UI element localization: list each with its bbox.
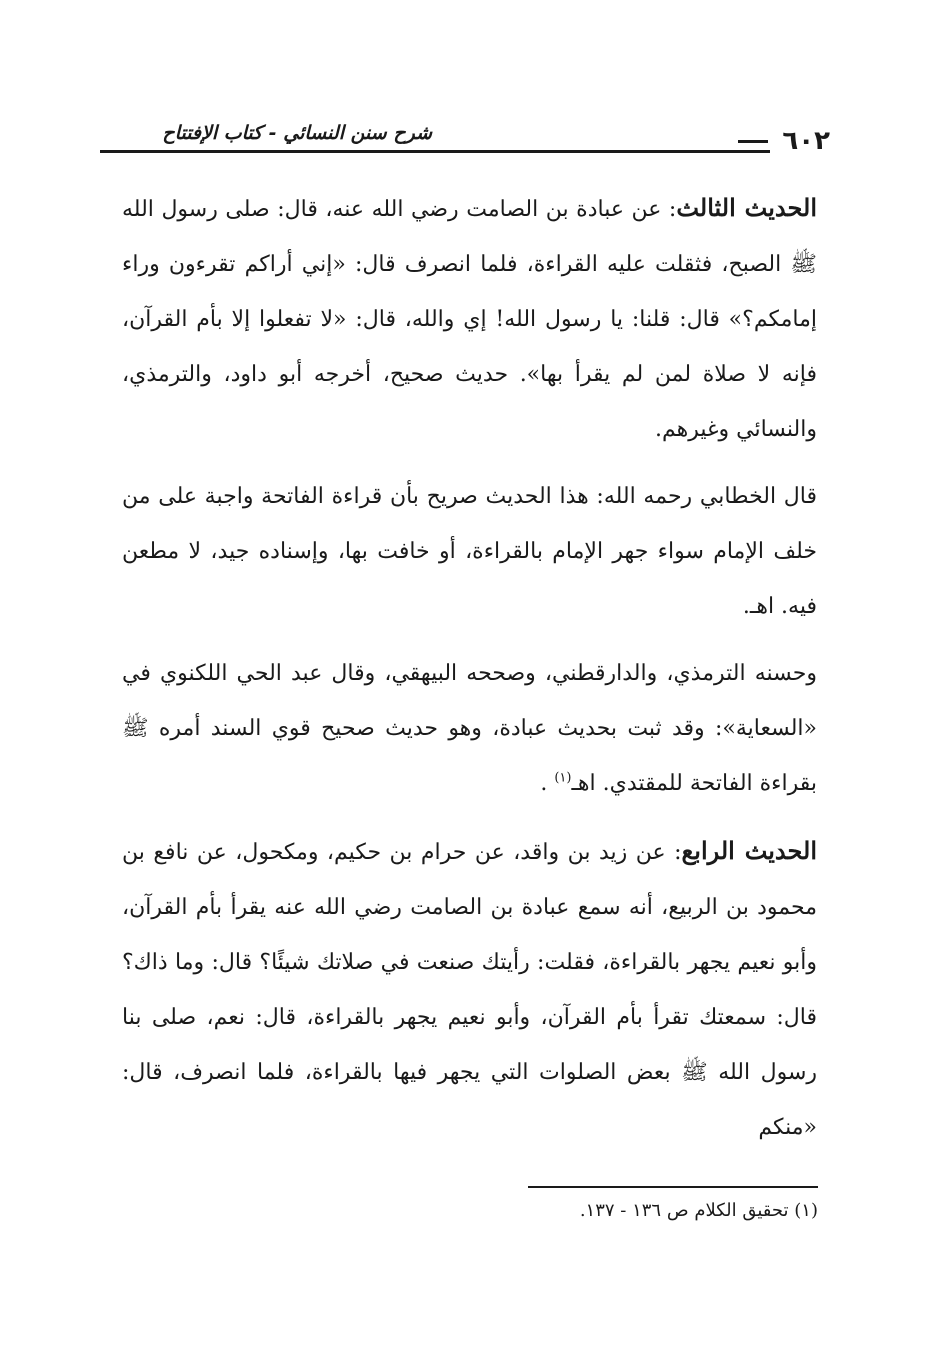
footnote-number: (١) — [794, 1200, 818, 1221]
paragraph-tirmidhi — [122, 646, 817, 811]
header-title: شرح سنن النسائي - كتاب الإفتتاح — [162, 122, 432, 144]
paragraph-text: قال الخطابي رحمه الله: هذا الحديث صريح بأن قراءة الفاتحة واجبة على من خلف الإمام سواء جهر الإمام بالقراءة، أو خافت بها، وإسناده جيد، لا مطعن فيه. اهـ. — [122, 484, 817, 619]
paragraph-text: : عن عبادة بن الصامت رضي الله عنه، قال: صلى رسول الله ﷺ الصبح، فثقلت عليه القراءة، فلما انصرف قال: «إني أراكم تقرءون وراء إمامكم؟» قال: قلنا: يا رسول الله! إي والله، قال: «لا تفعلوا إلا بأم القرآن، فإنه لا صلاة لمن لم يقرأ بها». حديث صحيح، أخرجه أبو داود، والترمذي، والنسائي وغيرهم. — [122, 197, 818, 442]
section-heading: الحديث الرابع — [681, 836, 818, 865]
paragraph-text: وحسنه الترمذي، والدارقطني، وصححه البيهقي، وقال عبد الحي اللكنوي في «السعاية»: وقد ثبت بحديث عبادة، وهو حديث صحيح قوي السند أمره ﷺ بقراءة الفاتحة للمقتدي. اهـ — [122, 661, 817, 796]
footnote-divider — [528, 1186, 818, 1188]
paragraph-tail: . — [540, 771, 548, 796]
running-header — [100, 118, 830, 168]
footnote — [218, 1196, 818, 1226]
header-rule — [100, 150, 770, 153]
paragraph-third-hadith — [122, 180, 817, 457]
paragraph-khattabi — [122, 469, 817, 634]
paragraph-fourth-hadith — [122, 823, 817, 1155]
footnote-text: تحقيق الكلام ص ١٣٦ - ١٣٧. — [579, 1200, 789, 1221]
section-heading: الحديث الثالث — [676, 193, 817, 222]
page-number: ٦٠٢ — [738, 126, 830, 156]
footnote-reference[interactable]: (١) — [554, 770, 572, 786]
paragraph-text: : عن زيد بن واقد، عن حرام بن حكيم، ومكحول، عن نافع بن محمود بن الربيع، أنه سمع عبادة بن الصامت رضي الله عنه يقرأ بأم القرآن، وأبو نعيم يجهر بالقراءة، فقلت: رأيتك صنعت في صلاتك شيئًا؟ قال: وما ذاك؟ قال: سمعتك تقرأ بأم القرآن، وأبو نعيم يجهر بالقراءة، قال: نعم، صلى بنا رسول الله ﷺ بعض الصلوات التي يجهر فيها بالقراءة، فلما انصرف، قال: «منكم — [122, 840, 817, 1140]
body-text — [122, 180, 817, 1167]
